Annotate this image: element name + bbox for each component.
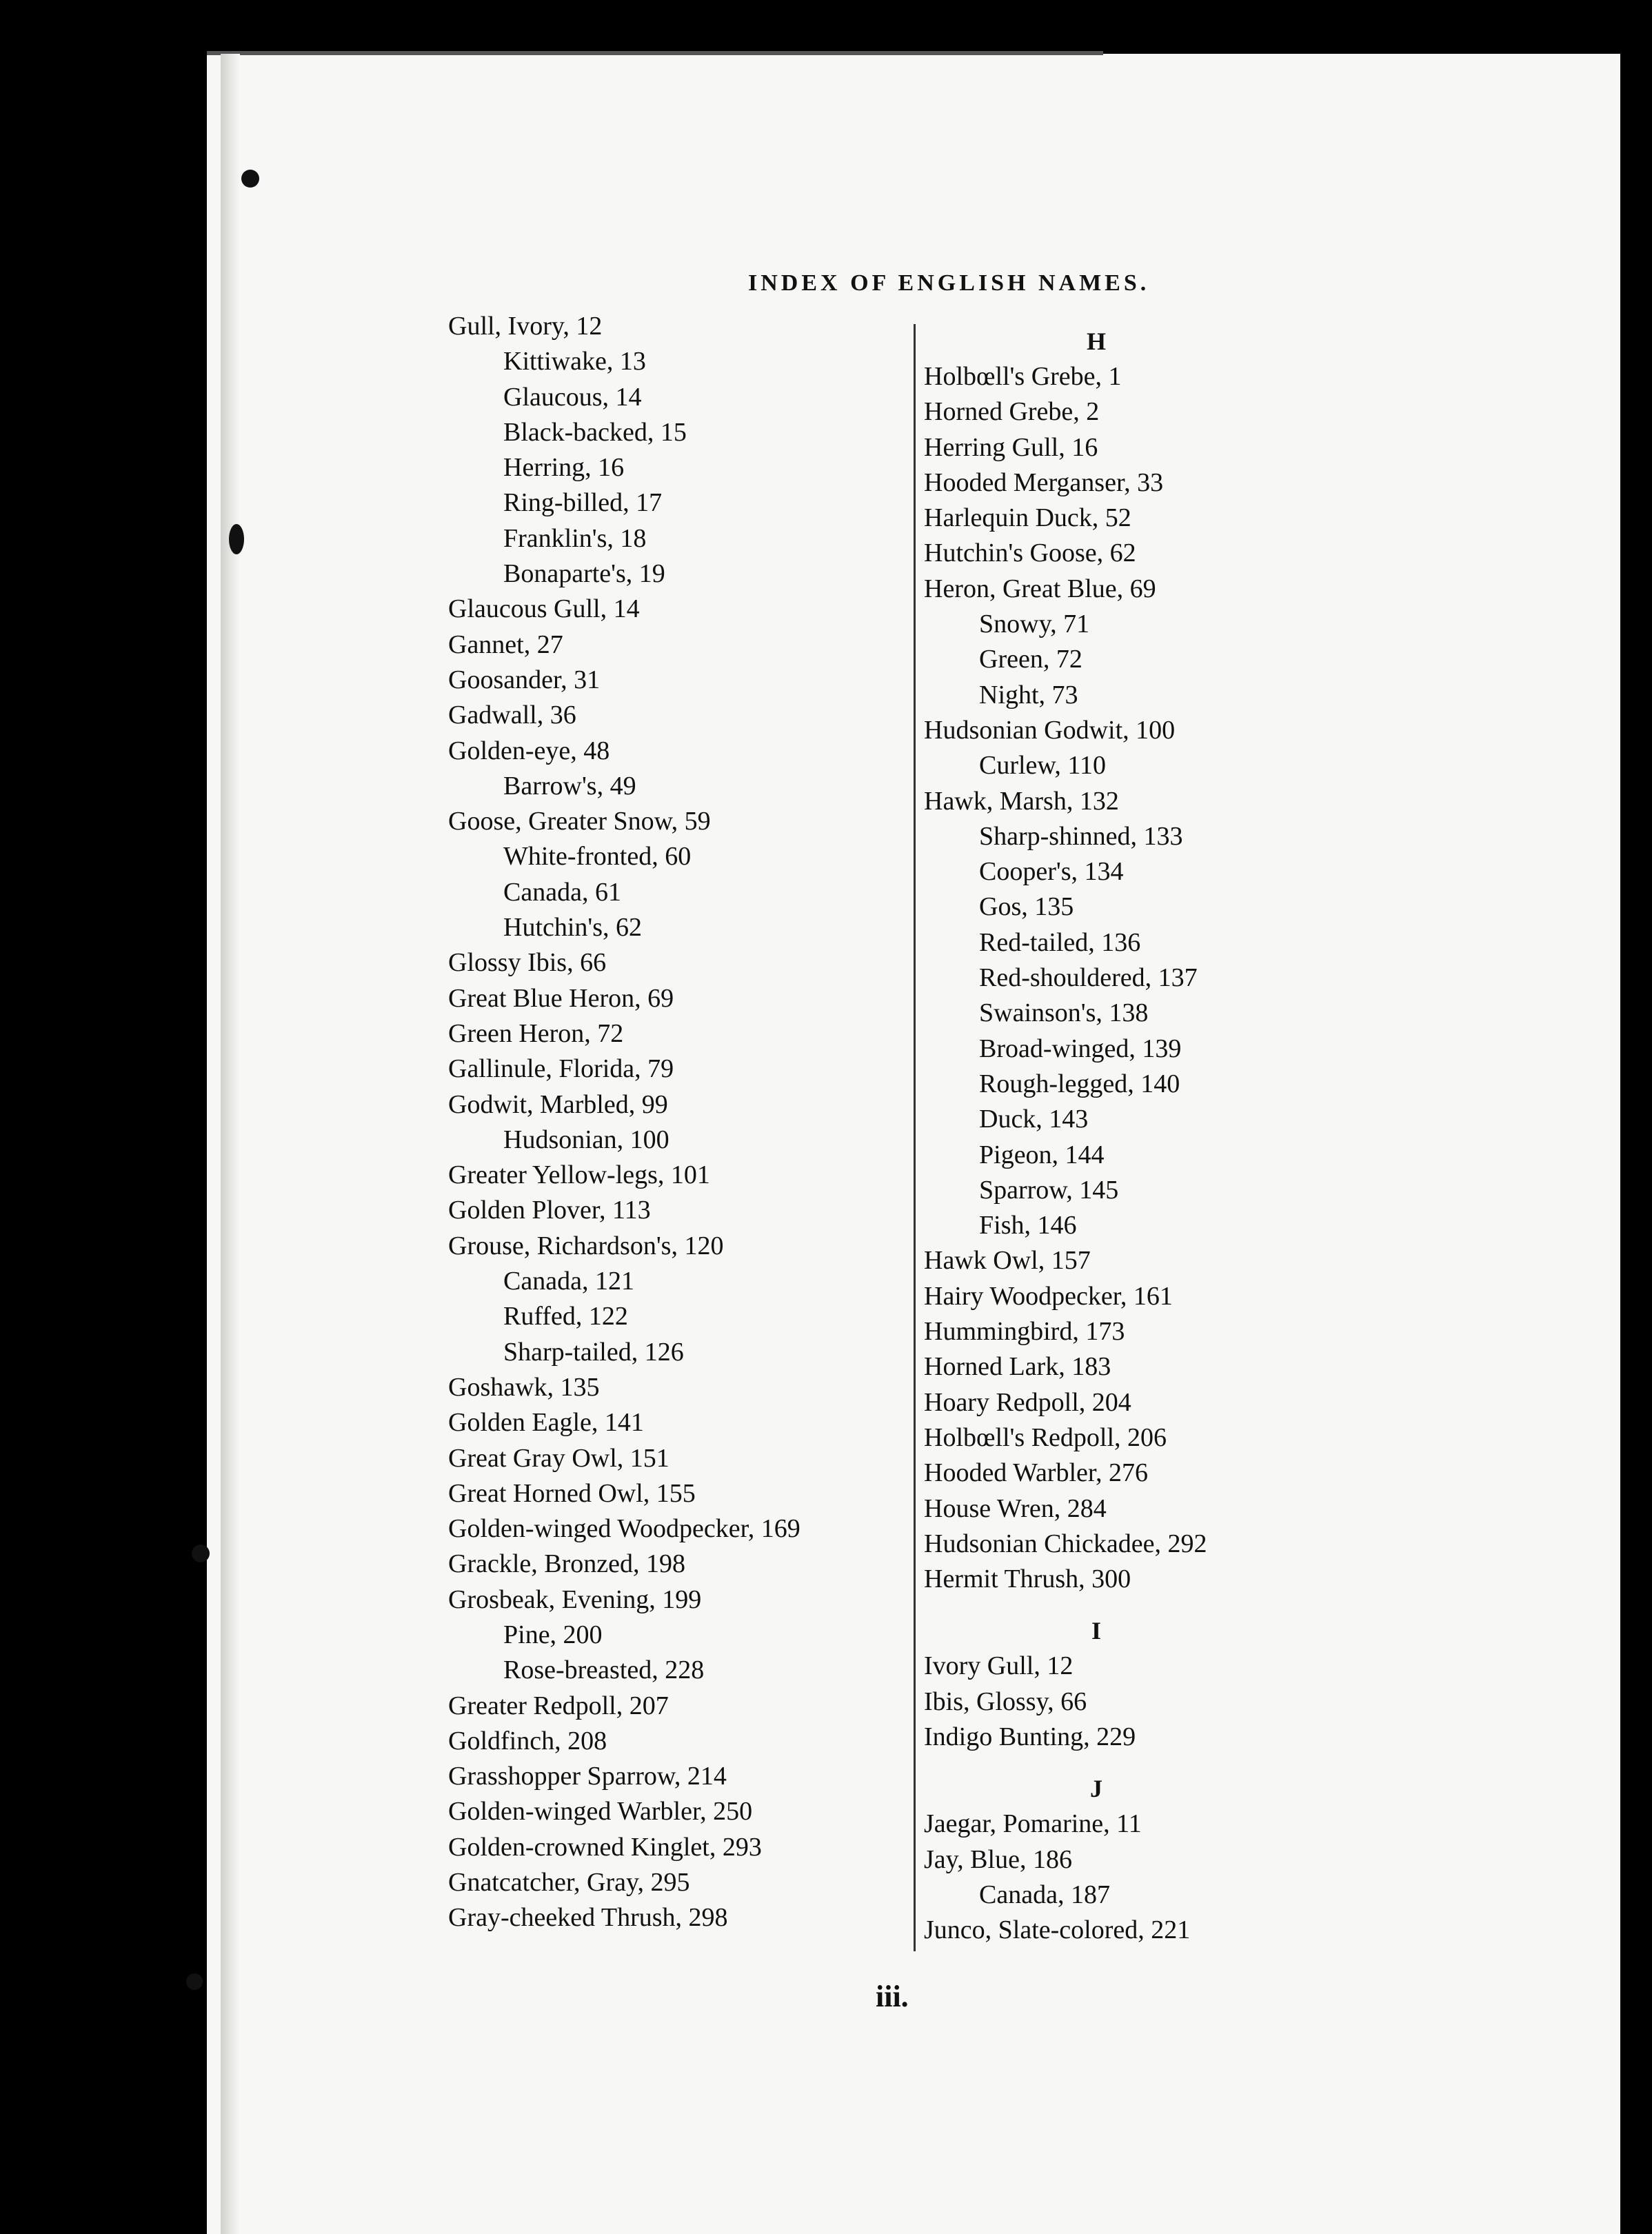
binding-hole-mark [186, 1973, 203, 1990]
section-letter: H [1086, 328, 1106, 355]
index-entry: Grouse, Richardson's, 120 [448, 1231, 724, 1260]
index-entry: Horned Lark, 183 [924, 1352, 1111, 1382]
index-entry: Holbœll's Redpoll, 206 [924, 1422, 1167, 1452]
index-entry: Greater Yellow-legs, 101 [448, 1160, 710, 1190]
index-entry: Ibis, Glossy, 66 [924, 1687, 1087, 1716]
index-subentry: Glaucous, 14 [503, 382, 642, 412]
index-subentry: Broad-winged, 139 [979, 1034, 1182, 1063]
index-subentry: Duck, 143 [979, 1105, 1089, 1134]
index-entry: Hudsonian Chickadee, 292 [924, 1529, 1207, 1558]
index-entry: Hoary Redpoll, 204 [924, 1387, 1131, 1417]
index-subentry: Rose-breasted, 228 [503, 1656, 705, 1685]
index-entry: Golden Eagle, 141 [448, 1408, 644, 1438]
index-entry: Grasshopper Sparrow, 214 [448, 1762, 727, 1791]
index-entry: Golden-crowned Kinglet, 293 [448, 1832, 762, 1862]
index-entry: Great Horned Owl, 155 [448, 1478, 696, 1508]
section-letter: I [1091, 1617, 1101, 1645]
binding-hole-mark [229, 524, 244, 554]
section-letter: J [1090, 1775, 1102, 1803]
index-entry: Jaegar, Pomarine, 11 [924, 1809, 1142, 1839]
left-index-column [448, 309, 945, 1936]
index-entry: Grackle, Bronzed, 198 [448, 1549, 685, 1579]
index-entry: Hooded Warbler, 276 [924, 1458, 1149, 1488]
index-subentry: Sharp-tailed, 126 [503, 1337, 684, 1367]
index-entry: Gadwall, 36 [448, 701, 576, 730]
index-subentry: Black-backed, 15 [503, 417, 687, 447]
index-subentry: Franklin's, 18 [503, 523, 647, 553]
index-entry: Gallinule, Florida, 79 [448, 1054, 674, 1084]
index-subentry: Herring, 16 [503, 453, 625, 483]
index-entry: Goosander, 31 [448, 665, 601, 694]
index-entry: Greater Redpoll, 207 [448, 1691, 669, 1720]
section-gap [924, 1755, 1372, 1771]
index-entry: Great Gray Owl, 151 [448, 1443, 669, 1473]
index-entry: Hooded Merganser, 33 [924, 467, 1164, 497]
section-gap [924, 1597, 1372, 1613]
index-subentry: Hudsonian, 100 [503, 1125, 669, 1154]
index-subentry: Kittiwake, 13 [503, 347, 646, 376]
index-entry: Hairy Woodpecker, 161 [924, 1281, 1173, 1311]
index-subentry: Swainson's, 138 [979, 998, 1149, 1028]
index-subentry: Red-tailed, 136 [979, 927, 1141, 957]
page-header: INDEX OF ENGLISH NAMES. [748, 270, 1150, 296]
index-subentry: Sparrow, 145 [979, 1175, 1119, 1205]
index-subentry: Canada, 61 [503, 877, 621, 907]
scan-edge [207, 51, 1103, 55]
index-subentry: Pine, 200 [503, 1620, 603, 1649]
index-subentry: Canada, 187 [979, 1880, 1110, 1909]
index-entry: Goshawk, 135 [448, 1372, 600, 1402]
index-entry: Glaucous Gull, 14 [448, 594, 640, 624]
index-subentry: Red-shouldered, 137 [979, 963, 1198, 993]
index-entry: Hutchin's Goose, 62 [924, 539, 1136, 568]
index-subentry: Green, 72 [979, 645, 1082, 674]
index-entry: Gannet, 27 [448, 630, 563, 659]
index-subentry: Curlew, 110 [979, 751, 1106, 781]
index-entry: Herring Gull, 16 [924, 432, 1098, 462]
index-subentry: Night, 73 [979, 680, 1078, 710]
index-entry: Great Blue Heron, 69 [448, 983, 674, 1013]
index-subentry: Barrow's, 49 [503, 771, 636, 801]
index-subentry: Snowy, 71 [979, 610, 1090, 639]
index-entry: Ivory Gull, 12 [924, 1651, 1074, 1681]
index-subentry: Ruffed, 122 [503, 1302, 628, 1331]
index-entry: Goose, Greater Snow, 59 [448, 807, 711, 836]
index-subentry: Hutchin's, 62 [503, 913, 643, 943]
index-entry: Gray-cheeked Thrush, 298 [448, 1903, 728, 1933]
index-entry: Hawk Owl, 157 [924, 1246, 1091, 1276]
index-entry: Goldfinch, 208 [448, 1726, 607, 1755]
index-subentry: Rough-legged, 140 [979, 1069, 1180, 1098]
index-subentry: Pigeon, 144 [979, 1140, 1105, 1169]
index-entry: Golden-winged Warbler, 250 [448, 1797, 753, 1827]
index-entry: Horned Grebe, 2 [924, 397, 1100, 427]
binding-hole-mark [241, 170, 259, 188]
index-entry: Gnatcatcher, Gray, 295 [448, 1868, 690, 1898]
index-entry: House Wren, 284 [924, 1493, 1107, 1523]
binding-hole-mark [192, 1544, 210, 1562]
index-entry: Hawk, Marsh, 132 [924, 786, 1119, 816]
index-entry: Junco, Slate-colored, 221 [924, 1915, 1191, 1945]
binding-gutter [221, 54, 240, 2234]
index-entry: Jay, Blue, 186 [924, 1844, 1072, 1874]
index-entry: Holbœll's Grebe, 1 [924, 362, 1122, 391]
index-entry: Glossy Ibis, 66 [448, 948, 607, 978]
index-entry: Gull, Ivory, 12 [448, 312, 603, 341]
index-subentry: Gos, 135 [979, 892, 1074, 922]
index-subentry: White-fronted, 60 [503, 842, 692, 872]
index-subentry: Ring-billed, 17 [503, 488, 663, 518]
page-number: iii. [876, 1980, 909, 2013]
index-entry: Golden Plover, 113 [448, 1196, 651, 1225]
index-entry: Green Heron, 72 [448, 1018, 624, 1048]
index-entry: Hudsonian Godwit, 100 [924, 715, 1176, 745]
index-entry: Godwit, Marbled, 99 [448, 1089, 668, 1119]
index-entry: Grosbeak, Evening, 199 [448, 1584, 702, 1614]
index-entry: Hummingbird, 173 [924, 1317, 1125, 1347]
index-entry: Hermit Thrush, 300 [924, 1564, 1131, 1594]
right-index-column [924, 324, 1372, 1948]
index-entry: Heron, Great Blue, 69 [924, 574, 1156, 603]
index-entry: Harlequin Duck, 52 [924, 503, 1131, 533]
index-entry: Golden-eye, 48 [448, 736, 610, 765]
index-subentry: Sharp-shinned, 133 [979, 821, 1183, 851]
column-divider [914, 324, 916, 1951]
index-subentry: Cooper's, 134 [979, 857, 1124, 887]
index-subentry: Canada, 121 [503, 1267, 634, 1296]
index-subentry: Bonaparte's, 19 [503, 559, 665, 589]
index-entry: Indigo Bunting, 229 [924, 1722, 1136, 1751]
index-subentry: Fish, 146 [979, 1211, 1077, 1240]
index-entry: Golden-winged Woodpecker, 169 [448, 1514, 800, 1544]
